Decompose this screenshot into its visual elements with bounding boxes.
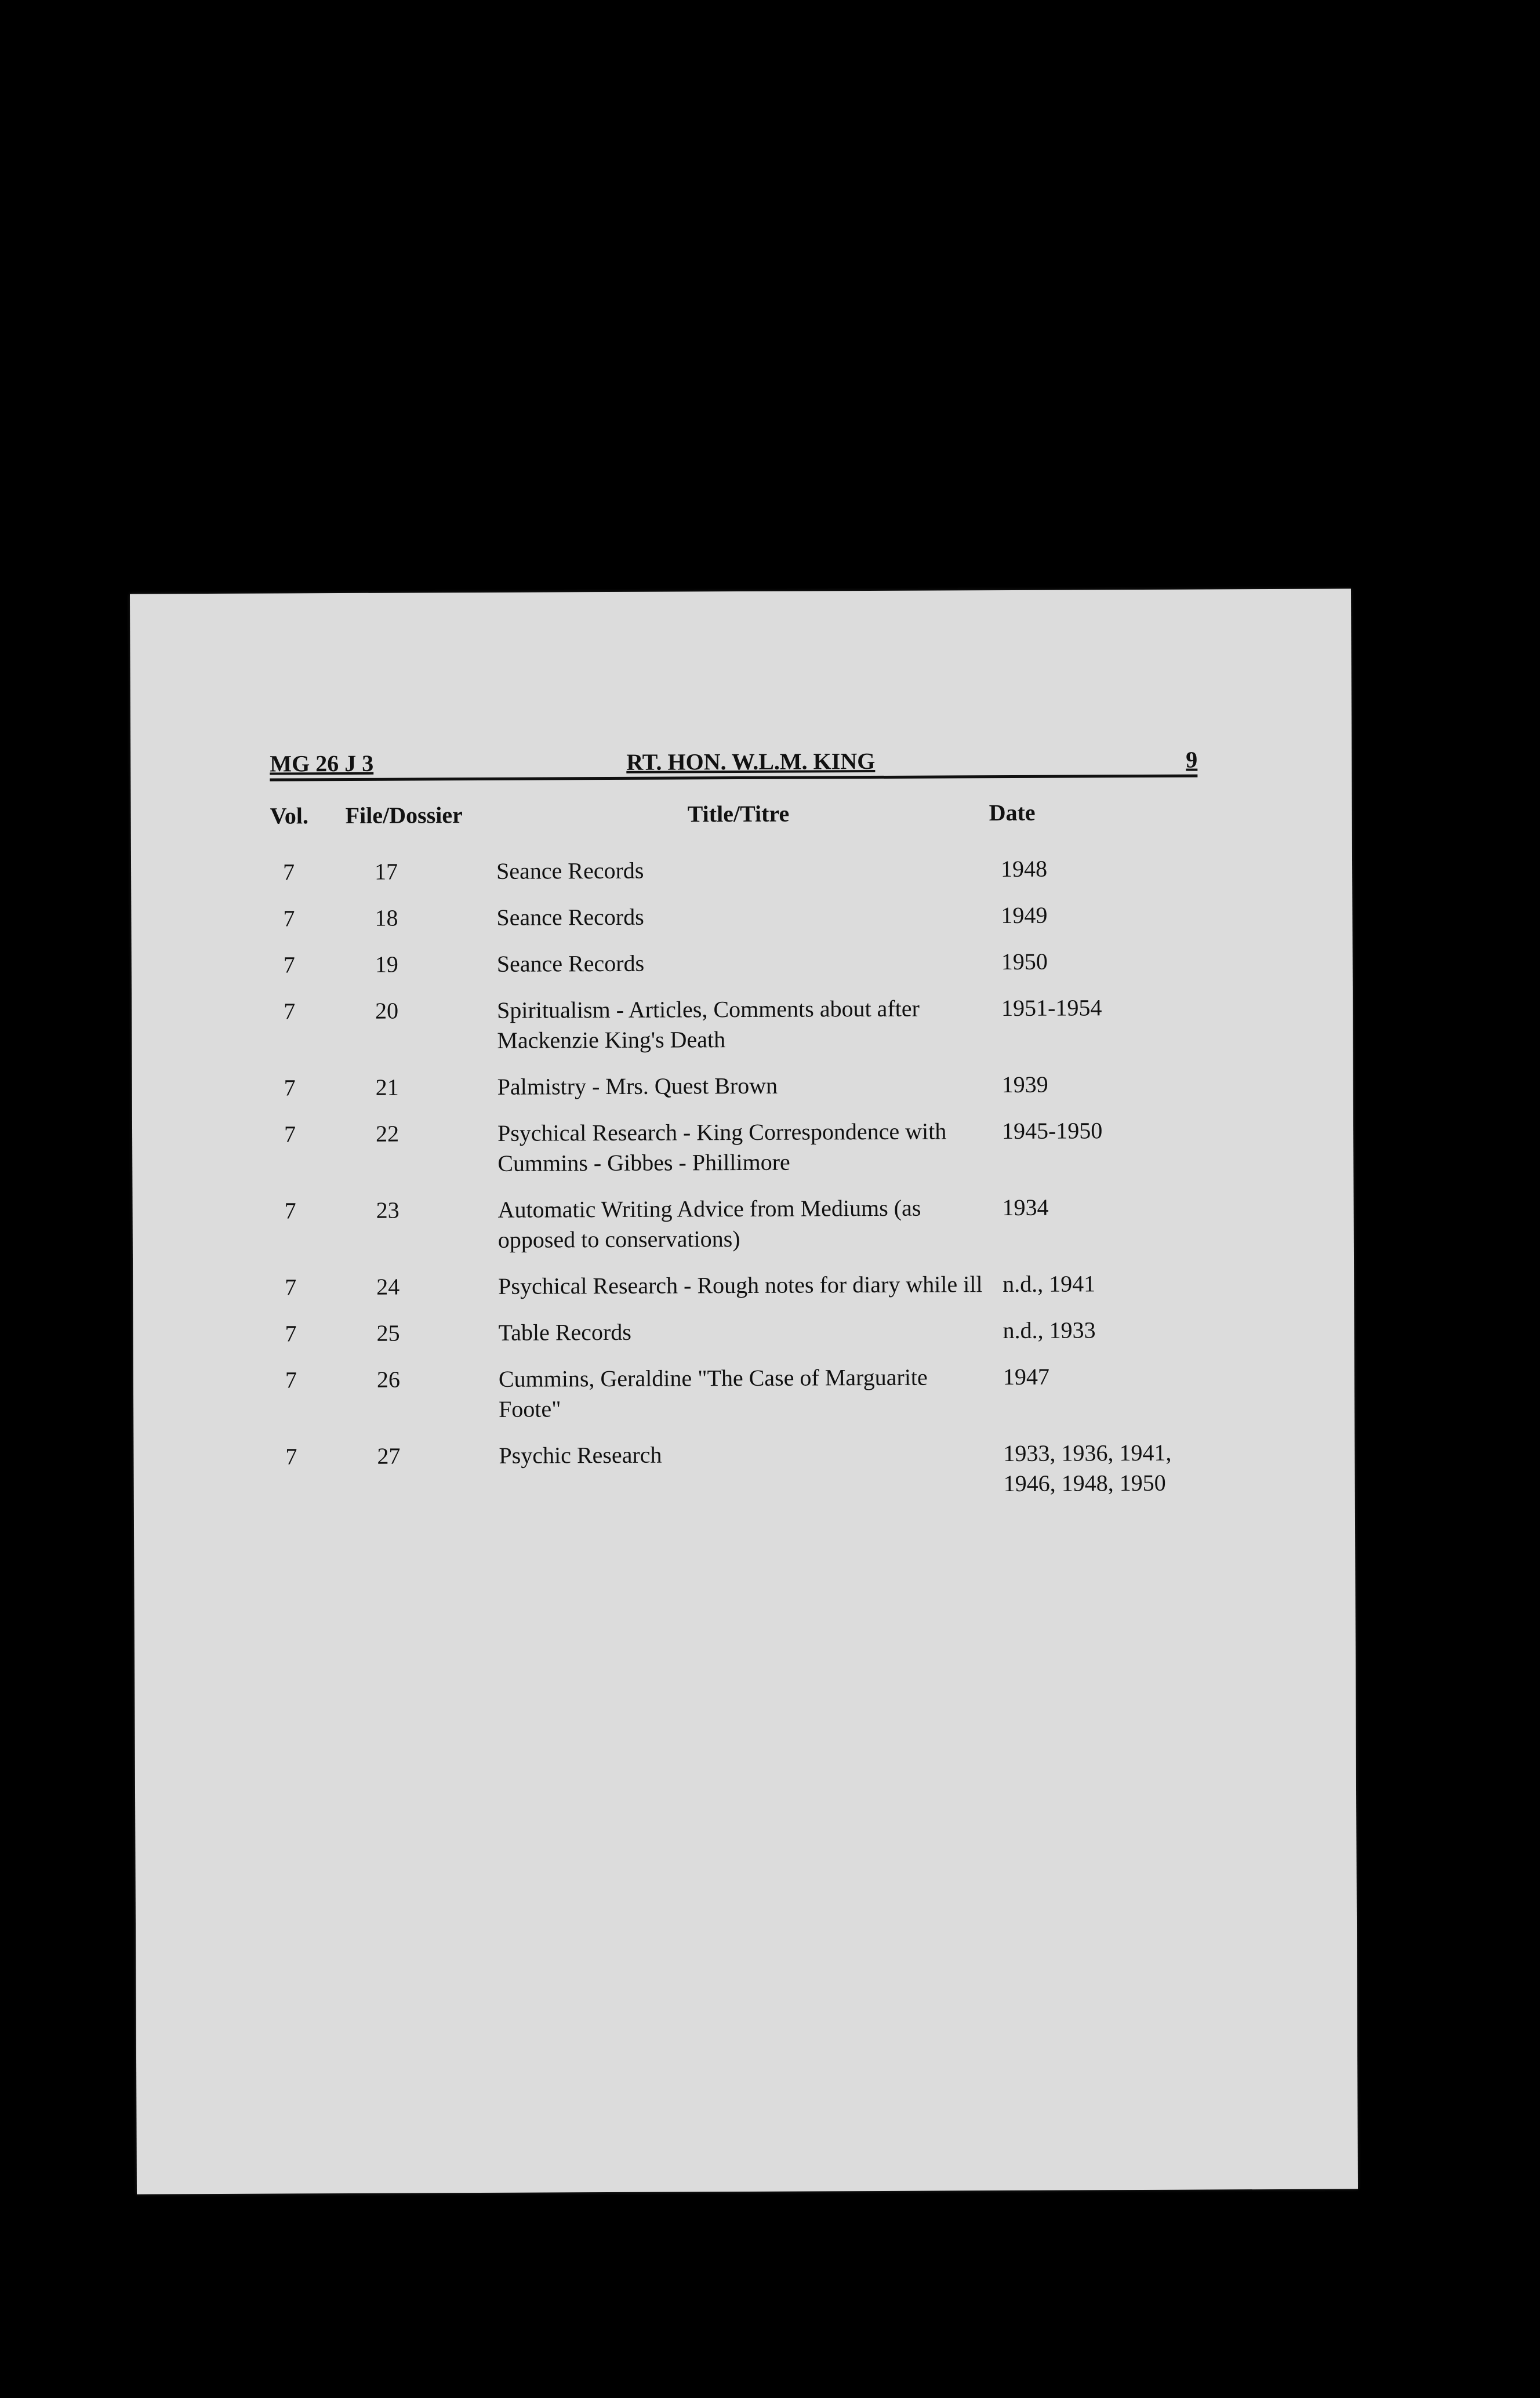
column-header-title: Title/Titre xyxy=(687,800,790,827)
row-vol: 7 xyxy=(284,1121,296,1147)
row-title: Table Records xyxy=(498,1318,631,1346)
table-row xyxy=(271,946,1227,980)
row-title: Psychic Research xyxy=(499,1441,662,1469)
row-file: 25 xyxy=(376,1320,400,1346)
row-title: Psychical Research - King Correspondence with Cummins - Gibbes - Phillimore xyxy=(497,1118,947,1176)
table-row xyxy=(271,1115,1228,1179)
row-title: Seance Records xyxy=(496,857,644,884)
row-vol: 7 xyxy=(282,859,295,885)
row-title: Palmistry - Mrs. Quest Brown xyxy=(497,1072,778,1100)
row-date: 1945-1950 xyxy=(1001,1117,1103,1144)
row-date: 1949 xyxy=(1001,902,1048,929)
row-title: Seance Records xyxy=(496,950,645,977)
row-vol: 7 xyxy=(283,951,295,978)
table-row xyxy=(270,853,1227,887)
row-date: 1951-1954 xyxy=(1001,994,1102,1022)
row-vol: 7 xyxy=(285,1274,297,1300)
row-vol: 7 xyxy=(284,1074,296,1101)
row-file: 17 xyxy=(374,858,398,885)
row-date: n.d., 1933 xyxy=(1003,1317,1096,1344)
row-vol: 7 xyxy=(284,1197,296,1224)
row-vol: 7 xyxy=(285,1367,297,1393)
row-vol: 7 xyxy=(285,1443,297,1470)
row-file: 27 xyxy=(377,1443,401,1469)
row-file: 18 xyxy=(375,904,398,931)
row-vol: 7 xyxy=(285,1320,297,1347)
collection-code: MG 26 J 3 xyxy=(270,750,374,777)
row-date: 1934 xyxy=(1002,1194,1049,1221)
table-row xyxy=(273,1361,1229,1425)
table-row xyxy=(272,1191,1229,1256)
row-date: 1948 xyxy=(1000,855,1048,882)
table-row xyxy=(272,1314,1229,1349)
row-title: Automatic Writing Advice from Mediums (as opposed to conservations) xyxy=(497,1194,921,1253)
table-row xyxy=(271,1069,1228,1103)
row-file: 21 xyxy=(375,1074,399,1100)
row-file: 19 xyxy=(375,951,398,978)
row-title: Cummins, Geraldine "The Case of Marguarite Foote" xyxy=(498,1364,928,1422)
column-header-file: File/Dossier xyxy=(345,802,463,829)
row-vol: 7 xyxy=(284,998,296,1024)
file-list xyxy=(270,853,1230,1518)
row-date: 1933, 1936, 1941, 1946, 1948, 1950 xyxy=(1003,1439,1172,1497)
column-header-vol: Vol. xyxy=(270,802,309,829)
row-title: Seance Records xyxy=(496,903,644,931)
row-vol: 7 xyxy=(283,905,295,932)
row-date: 1939 xyxy=(1001,1071,1048,1098)
row-file: 24 xyxy=(376,1273,400,1300)
row-file: 26 xyxy=(376,1366,401,1393)
column-header-date: Date xyxy=(989,799,1036,826)
document-page xyxy=(130,588,1358,2194)
page-number: 9 xyxy=(1186,746,1198,773)
table-row xyxy=(272,1268,1229,1302)
row-date: 1947 xyxy=(1003,1363,1049,1390)
table-row xyxy=(271,992,1227,1056)
page-header xyxy=(270,737,1197,782)
row-title: Spiritualism - Articles, Comments about after Mackenzie King's Death xyxy=(497,995,920,1053)
row-date: 1950 xyxy=(1001,948,1048,975)
row-file: 23 xyxy=(376,1197,399,1223)
table-row xyxy=(273,1437,1229,1502)
row-file: 22 xyxy=(375,1120,399,1147)
row-title: Psychical Research - Rough notes for diary while ill xyxy=(498,1271,983,1299)
header-title: RT. HON. W.L.M. KING xyxy=(626,748,876,775)
row-file: 20 xyxy=(375,997,399,1024)
row-date: n.d., 1941 xyxy=(1003,1270,1096,1298)
table-row xyxy=(270,899,1227,933)
